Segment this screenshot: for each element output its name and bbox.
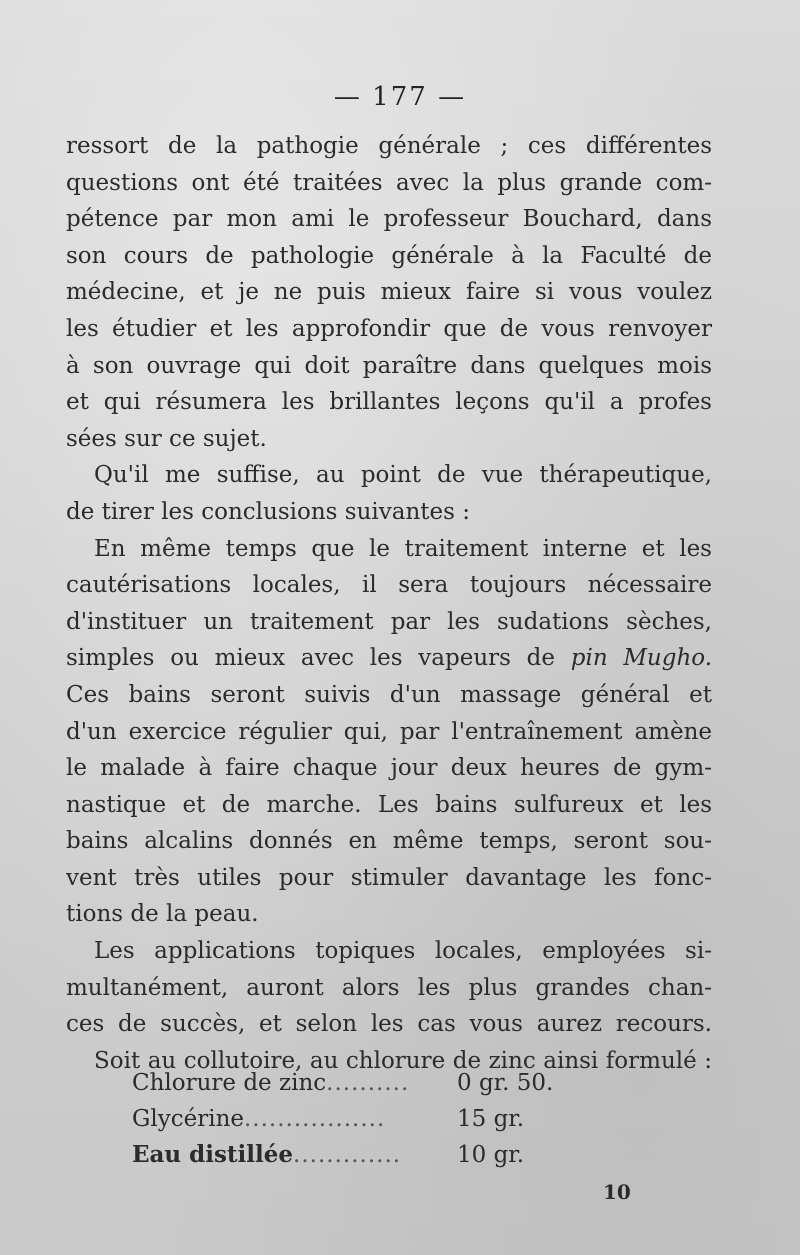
text-line: à son ouvrage qui doit paraître dans quelques mois <box>66 352 712 379</box>
ingredient-quantity: 0 gr. 50. <box>457 1070 554 1096</box>
text-line: multanément, auront alors les plus grandes chan- <box>66 974 712 1001</box>
text-line: ces de succès, et selon les cas vous aurez recours. <box>66 1011 712 1038</box>
text-line: bains alcalins donnés en même temps, seront sou- <box>66 828 712 855</box>
signature-mark: 10 <box>603 1180 631 1204</box>
text-line: vent très utiles pour stimuler davantage les fonc- <box>66 864 712 891</box>
text-line: tions de la peau. <box>66 901 259 928</box>
text-line: questions ont été traitées avec la plus grande com- <box>66 169 712 196</box>
text-line: médecine, et je ne puis mieux faire si vous voulez <box>66 279 712 306</box>
text-line: Ces bains seront suivis d'un massage général et <box>66 681 712 708</box>
text-line: de tirer les conclusions suivantes : <box>66 498 470 525</box>
text-line: En même temps que le traitement interne et les <box>94 535 712 562</box>
text-line: nastique et de marche. Les bains sulfureux et les <box>66 791 712 818</box>
formula-row <box>132 1065 607 1101</box>
text-line: ressort de la pathogie générale ; ces différentes <box>66 133 712 159</box>
ingredient-name: Glycérine................. <box>132 1106 386 1132</box>
text-line: et qui résumera les brillantes leçons qu'il a profes <box>66 389 712 416</box>
formula-row <box>132 1101 607 1137</box>
text-line: cautérisations locales, il sera toujours nécessaire <box>66 572 712 599</box>
text-line: pétence par mon ami le professeur Bouchard, dans <box>66 206 712 233</box>
page-number: — 177 — <box>333 82 467 112</box>
formula-table <box>132 1065 607 1173</box>
ingredient-quantity: 10 gr. <box>457 1142 525 1168</box>
formula-row <box>132 1137 607 1173</box>
ingredient-name: Eau distillée............. <box>132 1141 402 1168</box>
italic-term: pin Mugho. <box>570 645 712 672</box>
text-line: son cours de pathologie générale à la Faculté de <box>66 242 712 269</box>
text-fragment: simples ou mieux avec les vapeurs de <box>66 645 555 672</box>
text-line-with-italic <box>66 640 712 677</box>
ingredient-quantity: 15 gr. <box>457 1106 525 1132</box>
body-text <box>66 128 712 1079</box>
text-line: d'un exercice régulier qui, par l'entraînement amène <box>66 718 712 745</box>
text-line: sées sur ce sujet. <box>66 425 267 452</box>
text-line: Les applications topiques locales, employées si- <box>94 938 712 965</box>
text-line: Qu'il me suffise, au point de vue thérapeutique, <box>94 462 712 489</box>
text-line: d'instituer un traitement par les sudations sèches, <box>66 608 712 635</box>
text-line: Soit au collutoire, au chlorure de zinc ainsi formulé : <box>94 1047 712 1074</box>
text-line: les étudier et les approfondir que de vous renvoyer <box>66 315 712 342</box>
text-line: le malade à faire chaque jour deux heures de gym- <box>66 755 712 782</box>
ingredient-name: Chlorure de zinc.......... <box>132 1070 410 1096</box>
